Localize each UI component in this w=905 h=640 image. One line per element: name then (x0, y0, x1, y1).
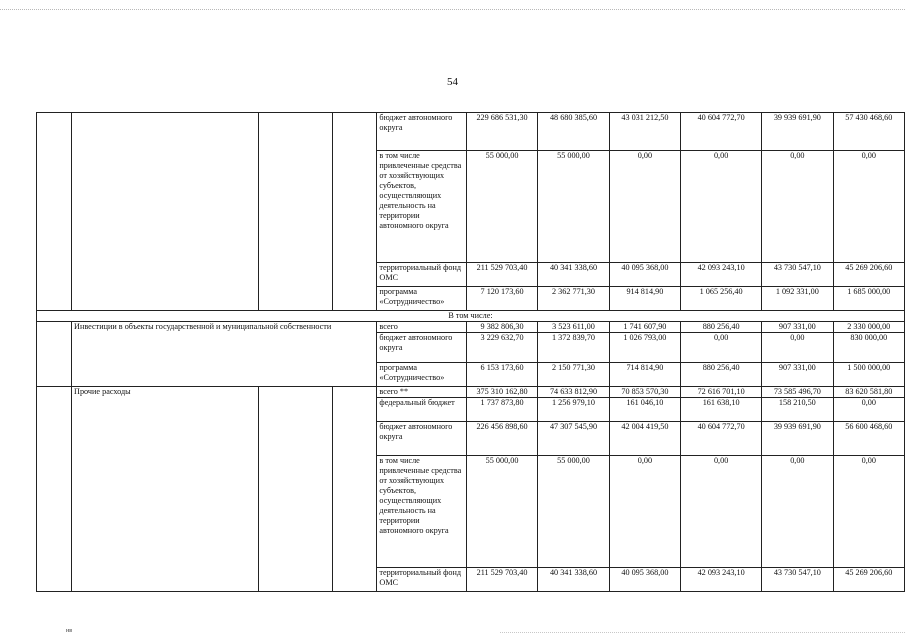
footer-mark: нв (66, 628, 73, 634)
amount-cell: 1 741 607,90 (609, 322, 680, 333)
amount-cell: 161 638,10 (681, 398, 762, 422)
amount-cell: 7 120 173,60 (466, 287, 538, 311)
table-row (37, 113, 905, 151)
page-number: 54 (447, 76, 458, 88)
funding-source: федеральный бюджет (377, 398, 466, 422)
amount-cell: 1 500 000,00 (833, 363, 904, 387)
funding-source: всего (377, 322, 466, 333)
amount-cell: 0,00 (609, 151, 680, 263)
amount-cell: 0,00 (833, 151, 904, 263)
amount-cell: 0,00 (762, 151, 833, 263)
amount-cell: 226 456 898,60 (466, 422, 538, 456)
amount-cell: 73 585 496,70 (762, 387, 833, 398)
funding-source: бюджет автономного округа (377, 333, 466, 363)
amount-cell: 55 000,00 (466, 151, 538, 263)
amount-cell: 0,00 (762, 456, 833, 568)
amount-cell: 42 004 419,50 (609, 422, 680, 456)
amount-cell: 40 341 338,60 (538, 568, 609, 592)
amount-cell: 1 256 979,10 (538, 398, 609, 422)
amount-cell: 6 153 173,60 (466, 363, 538, 387)
amount-cell: 830 000,00 (833, 333, 904, 363)
amount-cell: 56 600 468,60 (833, 422, 904, 456)
amount-cell: 42 093 243,10 (681, 568, 762, 592)
empty-cell (37, 387, 72, 592)
budget-table (36, 112, 905, 592)
amount-cell: 1 372 839,70 (538, 333, 609, 363)
amount-cell: 880 256,40 (681, 322, 762, 333)
amount-cell: 1 092 331,00 (762, 287, 833, 311)
amount-cell: 0,00 (609, 456, 680, 568)
amount-cell: 3 523 611,00 (538, 322, 609, 333)
empty-cell (332, 387, 377, 592)
funding-source: в том числе привлеченные средства от хозяйствующих субъектов, осуществляющих деятельность на территории автономного округа (377, 456, 466, 568)
amount-cell: 43 031 212,50 (609, 113, 680, 151)
amount-cell: 2 330 000,00 (833, 322, 904, 333)
funding-source: программа «Сотрудничество» (377, 363, 466, 387)
amount-cell: 714 814,90 (609, 363, 680, 387)
amount-cell: 0,00 (681, 151, 762, 263)
empty-cell (37, 113, 72, 311)
amount-cell: 40 095 368,00 (609, 263, 680, 287)
amount-cell: 42 093 243,10 (681, 263, 762, 287)
amount-cell: 57 430 468,60 (833, 113, 904, 151)
empty-cell (37, 322, 72, 387)
amount-cell: 72 616 701,10 (681, 387, 762, 398)
investment-section-title: Инвестиции в объекты государственной и муниципальной собственности (72, 322, 377, 387)
funding-source: всего ** (377, 387, 466, 398)
amount-cell: 0,00 (762, 333, 833, 363)
amount-cell: 40 604 772,70 (681, 113, 762, 151)
amount-cell: 907 331,00 (762, 322, 833, 333)
funding-source: бюджет автономного округа (377, 422, 466, 456)
in-that-number-note: В том числе: (37, 311, 905, 322)
amount-cell: 9 382 806,30 (466, 322, 538, 333)
amount-cell: 1 026 793,00 (609, 333, 680, 363)
other-expenses-title: Прочие расходы (72, 387, 259, 592)
amount-cell: 40 604 772,70 (681, 422, 762, 456)
amount-cell: 211 529 703,40 (466, 263, 538, 287)
amount-cell: 1 065 256,40 (681, 287, 762, 311)
amount-cell: 55 000,00 (466, 456, 538, 568)
amount-cell: 880 256,40 (681, 363, 762, 387)
amount-cell: 0,00 (833, 456, 904, 568)
empty-cell (72, 113, 259, 311)
amount-cell: 45 269 206,60 (833, 568, 904, 592)
amount-cell: 211 529 703,40 (466, 568, 538, 592)
amount-cell: 2 362 771,30 (538, 287, 609, 311)
amount-cell: 158 210,50 (762, 398, 833, 422)
amount-cell: 2 150 771,30 (538, 363, 609, 387)
amount-cell: 375 310 162,80 (466, 387, 538, 398)
table-row (37, 322, 905, 333)
amount-cell: 70 853 570,30 (609, 387, 680, 398)
amount-cell: 0,00 (681, 333, 762, 363)
amount-cell: 55 000,00 (538, 456, 609, 568)
empty-cell (332, 113, 377, 311)
funding-source: бюджет автономного округа (377, 113, 466, 151)
amount-cell: 39 939 691,90 (762, 422, 833, 456)
funding-source: территориальный фонд ОМС (377, 568, 466, 592)
amount-cell: 229 686 531,30 (466, 113, 538, 151)
amount-cell: 1 685 000,00 (833, 287, 904, 311)
amount-cell: 161 046,10 (609, 398, 680, 422)
empty-cell (258, 113, 332, 311)
amount-cell: 914 814,90 (609, 287, 680, 311)
amount-cell: 40 095 368,00 (609, 568, 680, 592)
amount-cell: 1 737 873,80 (466, 398, 538, 422)
table-row (37, 387, 905, 398)
scan-artifact-top (0, 9, 905, 11)
amount-cell: 48 680 385,60 (538, 113, 609, 151)
funding-source: территориальный фонд ОМС (377, 263, 466, 287)
amount-cell: 0,00 (833, 398, 904, 422)
amount-cell: 74 633 812,90 (538, 387, 609, 398)
table-row (37, 311, 905, 322)
amount-cell: 43 730 547,10 (762, 568, 833, 592)
amount-cell: 907 331,00 (762, 363, 833, 387)
empty-cell (258, 387, 332, 592)
amount-cell: 55 000,00 (538, 151, 609, 263)
scan-artifact-bottom (500, 632, 905, 634)
amount-cell: 39 939 691,90 (762, 113, 833, 151)
amount-cell: 45 269 206,60 (833, 263, 904, 287)
amount-cell: 0,00 (681, 456, 762, 568)
funding-source: в том числе привлеченные средства от хозяйствующих субъектов, осуществляющих деятельность на территории автономного округа (377, 151, 466, 263)
amount-cell: 3 229 632,70 (466, 333, 538, 363)
amount-cell: 47 307 545,90 (538, 422, 609, 456)
amount-cell: 40 341 338,60 (538, 263, 609, 287)
funding-source: программа «Сотрудничество» (377, 287, 466, 311)
amount-cell: 83 620 581,80 (833, 387, 904, 398)
amount-cell: 43 730 547,10 (762, 263, 833, 287)
